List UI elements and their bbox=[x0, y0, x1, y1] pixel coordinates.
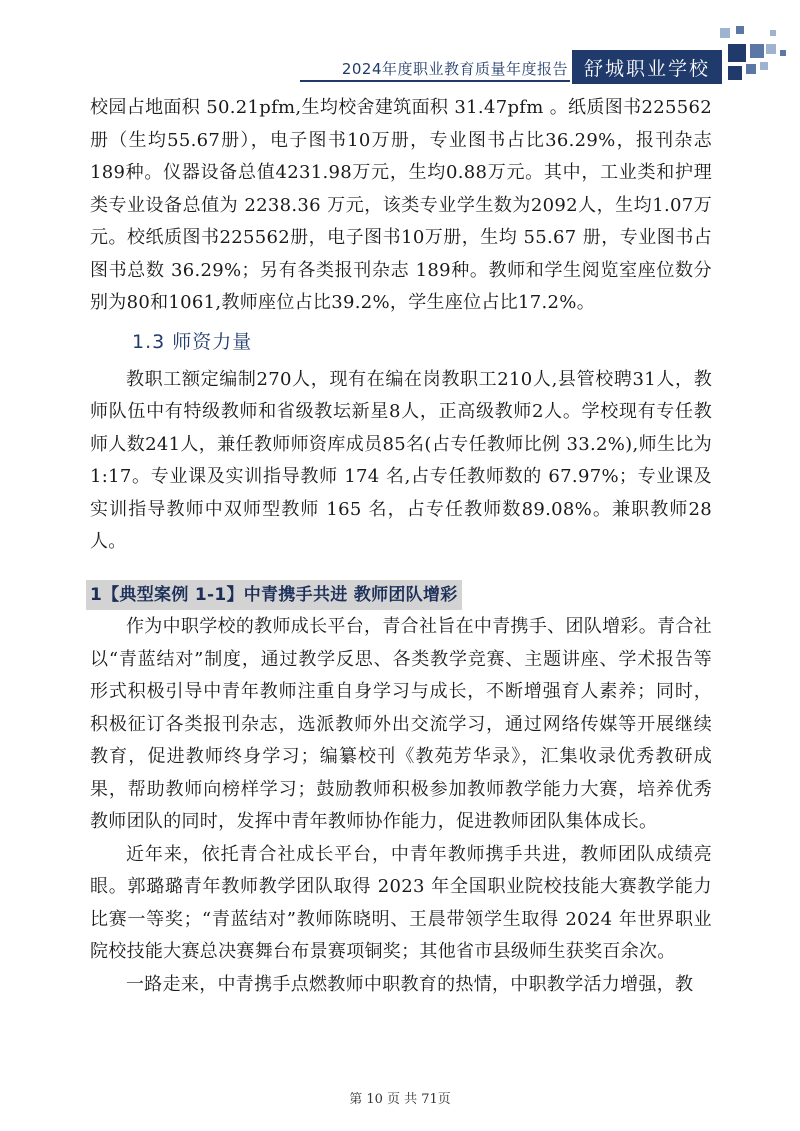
case-title: 1【典型案例 1-1】中青携手共进 教师团队增彩 bbox=[86, 580, 462, 610]
header-divider bbox=[300, 80, 570, 82]
page-number: 第 10 页 共 71页 bbox=[349, 1092, 451, 1107]
facilities-paragraph: 校园占地面积 50.21pfm,生均校舍建筑面积 31.47pfm 。纸质图书225562册（生均55.67册），电子图书10万册，专业图书占比36.29%，报刊杂志189种。仪器设备总值4231.98万元，生均0.88万元。其中，工业类和护理类专业设备总值为 2238.36 万元，该类专业学生数为2092人，生均1.07万元。校纸质图书225562册，电子图书10万册，生均 55.67 册，专业图书占图书总数 36.29%；另有各类报刊杂志 189种。教师和学生阅览室座位数分别为80和1061,教师座位占比39.2%，学生座位占比17.2%。 bbox=[90, 97, 712, 313]
case-paragraph-3: 一路走来，中青携手点燃教师中职教育的热情，中职教学活力增强，教 bbox=[126, 973, 694, 995]
case-paragraph-1: 作为中职学校的教师成长平台，青合社旨在中青携手、团队增彩。青合社以“青蓝结对”制度，通过教学反思、各类教学竞赛、主题讲座、学术报告等形式积极引导中青年教师注重自身学习与成长，不断增强育人素养；同时，积极征订各类报刊杂志，选派教师外出交流学习，通过网络传媒等开展继续教育，促进教师终身学习；编纂校刊《教苑芳华录》，汇集收录优秀教研成果，帮助教师向榜样学习；鼓励教师积极参加教师教学能力大赛，培养优秀教师团队的同时，发挥中青年教师协作能力，促进教师团队集体成长。 bbox=[90, 616, 712, 832]
case-heading bbox=[90, 579, 712, 612]
page-header bbox=[0, 0, 800, 90]
report-title: 2024年度职业教育质量年度报告 bbox=[341, 60, 568, 78]
staff-paragraph: 教职工额定编制270人，现有在编在岗教职工210人,县管校聘31人，教师队伍中有特级教师和省级教坛新星8人，正高级教师2人。学校现有专任教师人数241人，兼任教师师资库成员85名(占专任教师比例 33.2%),师生比为 1:17。专业课及实训指导教师 174 名,占专任教师数的 67.97%；专业课及实训指导教师中双师型教师 165 名，占专任教师数89.08%。兼职教师28人。 bbox=[90, 368, 712, 552]
section-title: 1.3 师资力量 bbox=[132, 330, 253, 353]
school-name-badge: 舒城职业学校 bbox=[572, 50, 722, 84]
case-paragraph-2: 近年来，依托青合社成长平台，中青年教师携手共进，教师团队成绩亮眼。郭璐璐青年教师教学团队取得 2023 年全国职业院校技能大赛教学能力比赛一等奖；“青蓝结对”教师陈晓明、王晨带领学生取得 2024 年世界职业院校技能大赛总决赛舞台布景赛项铜奖；其他省市县级师生获奖百余次。 bbox=[90, 843, 712, 962]
page-content bbox=[90, 92, 712, 1001]
